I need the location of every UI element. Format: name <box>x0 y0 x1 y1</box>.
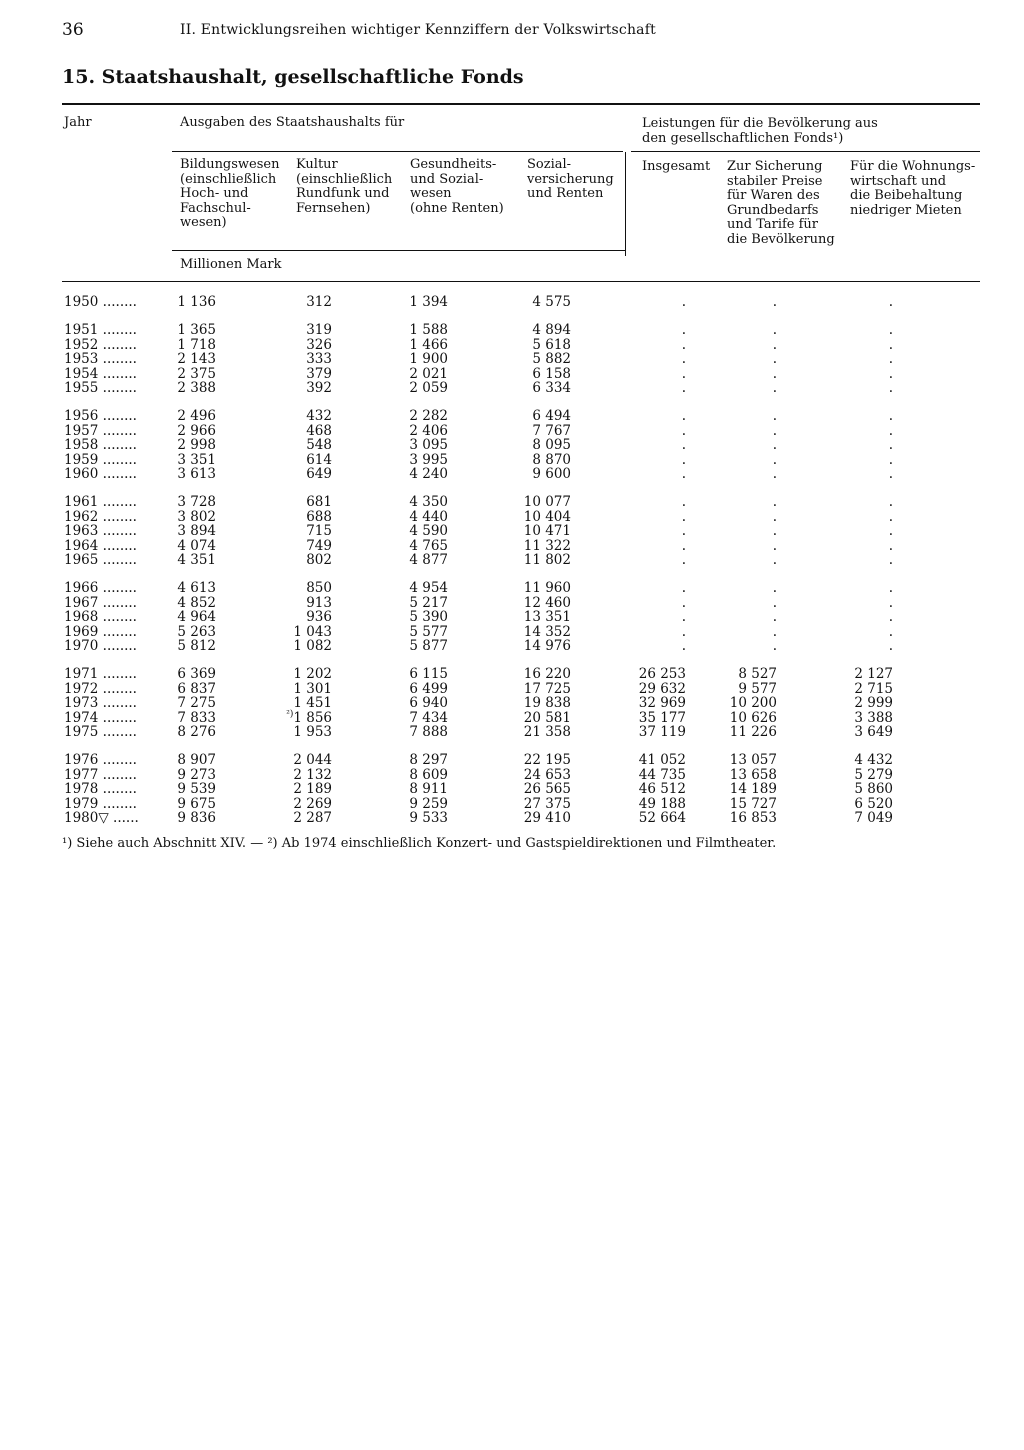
value-cell: 52 664 <box>638 810 686 826</box>
value-cell: 20 581 <box>523 709 571 726</box>
value-cell: 24 653 <box>523 766 571 783</box>
value-cell: 10 200 <box>729 695 777 712</box>
value-cell: . <box>772 322 777 339</box>
value-cell: 5 877 <box>409 638 448 654</box>
value-cell: . <box>888 422 893 439</box>
year-cell: 1973 ........ <box>64 695 137 712</box>
value-cell: 379 <box>306 365 332 382</box>
value-cell: 4 351 <box>177 552 216 568</box>
table-row <box>0 510 1024 525</box>
value-cell: 3 802 <box>177 508 216 525</box>
year-cell: 1970 ........ <box>64 638 137 654</box>
value-cell: 9 600 <box>532 466 571 482</box>
year-cell: 1951 ........ <box>64 322 137 339</box>
value-cell: . <box>681 380 686 396</box>
value-cell: . <box>888 466 893 482</box>
value-cell: . <box>772 451 777 468</box>
value-cell: 7 888 <box>409 724 448 740</box>
value-cell: 3 894 <box>177 523 216 540</box>
value-cell: 37 119 <box>638 724 686 740</box>
value-cell: 5 279 <box>854 766 893 783</box>
year-cell: 1955 ........ <box>64 380 137 396</box>
value-cell: 6 334 <box>532 380 571 396</box>
value-cell: 1 953 <box>293 724 332 740</box>
value-cell: 2 998 <box>177 437 216 454</box>
value-cell: . <box>888 451 893 468</box>
value-cell: . <box>772 437 777 454</box>
value-cell: . <box>681 537 686 554</box>
value-cell: 27 375 <box>523 795 571 812</box>
year-cell: 1952 ........ <box>64 336 137 353</box>
group-header-ausgaben: Ausgaben des Staatshaushalts für <box>180 115 405 130</box>
value-cell: 4 877 <box>409 552 448 568</box>
value-cell: . <box>888 552 893 568</box>
value-cell: 4 350 <box>409 494 448 511</box>
value-cell: 13 351 <box>523 609 571 626</box>
table-row <box>0 625 1024 640</box>
value-cell: 3 613 <box>177 466 216 482</box>
value-cell: 8 095 <box>532 437 571 454</box>
table-row <box>0 539 1024 554</box>
value-cell: . <box>681 336 686 353</box>
table-row <box>0 338 1024 353</box>
divider-before-leistungen <box>625 152 626 256</box>
value-cell: 2 132 <box>293 766 332 783</box>
value-cell: 1 043 <box>293 623 332 640</box>
value-cell: 9 577 <box>738 680 777 697</box>
value-cell: 9 533 <box>409 810 448 826</box>
value-cell: 749 <box>306 537 332 554</box>
column-header-insgesamt: Insgesamt <box>642 159 711 174</box>
value-cell: 688 <box>306 508 332 525</box>
value-cell: 14 352 <box>523 623 571 640</box>
table-row <box>0 381 1024 396</box>
value-cell: 8 527 <box>738 666 777 683</box>
value-cell: 13 658 <box>729 766 777 783</box>
value-cell: 4 440 <box>409 508 448 525</box>
value-cell: 22 195 <box>523 752 571 769</box>
value-cell: 9 539 <box>177 781 216 798</box>
value-cell: 850 <box>306 580 332 597</box>
value-cell: . <box>888 336 893 353</box>
value-cell: 17 725 <box>523 680 571 697</box>
year-cell: 1976 ........ <box>64 752 137 769</box>
value-cell: . <box>681 365 686 382</box>
value-cell: 5 263 <box>177 623 216 640</box>
value-cell: 10 471 <box>523 523 571 540</box>
value-cell: 7 275 <box>177 695 216 712</box>
value-cell: 9 836 <box>177 810 216 826</box>
value-cell: 6 369 <box>177 666 216 683</box>
value-cell: 1 202 <box>293 666 332 683</box>
value-cell: 681 <box>306 494 332 511</box>
column-header-bildungswesen: Bildungswesen (einschließlich Hoch- und Fachschul- wesen) <box>180 157 280 230</box>
value-cell: 29 632 <box>638 680 686 697</box>
table-row <box>0 782 1024 797</box>
value-cell: 2 189 <box>293 781 332 798</box>
value-cell: 26 565 <box>523 781 571 798</box>
year-cell: 1964 ........ <box>64 537 137 554</box>
value-cell: 32 969 <box>638 695 686 712</box>
year-cell: 1977 ........ <box>64 766 137 783</box>
value-cell: . <box>772 408 777 425</box>
year-cell: 1971 ........ <box>64 666 137 683</box>
group-underline-ausgaben <box>172 151 623 152</box>
value-cell: 4 074 <box>177 537 216 554</box>
value-cell: . <box>681 638 686 654</box>
table-row <box>0 438 1024 453</box>
value-cell: 6 499 <box>409 680 448 697</box>
value-cell: 4 894 <box>532 322 571 339</box>
value-cell: . <box>681 494 686 511</box>
year-cell: 1968 ........ <box>64 609 137 626</box>
section-title: 15. Staatshaushalt, gesellschaftliche Fonds <box>62 66 524 88</box>
column-header-wohnung: Für die Wohnungs- wirtschaft und die Beibehaltung niedriger Mieten <box>850 159 976 218</box>
value-cell: 11 960 <box>523 580 571 597</box>
value-cell: 41 052 <box>638 752 686 769</box>
value-cell: 4 954 <box>409 580 448 597</box>
value-cell: . <box>681 523 686 540</box>
unit-label: Millionen Mark <box>180 257 282 272</box>
column-header-sozialversicherung: Sozial- versicherung und Renten <box>527 157 614 201</box>
year-cell: 1953 ........ <box>64 351 137 368</box>
value-cell: 2 282 <box>409 408 448 425</box>
value-cell: 11 802 <box>523 552 571 568</box>
value-cell: 614 <box>306 451 332 468</box>
value-cell: . <box>681 580 686 597</box>
value-cell: . <box>888 294 893 310</box>
value-cell: 29 410 <box>523 810 571 826</box>
value-cell: 312 <box>306 294 332 310</box>
value-cell: . <box>888 580 893 597</box>
value-cell: 333 <box>306 351 332 368</box>
value-cell: 3 728 <box>177 494 216 511</box>
year-cell: 1980▽ ...... <box>64 810 139 826</box>
value-cell: . <box>888 623 893 640</box>
value-cell: 10 626 <box>729 709 777 726</box>
table-row <box>0 524 1024 539</box>
value-cell: 1 900 <box>409 351 448 368</box>
year-header: Jahr <box>64 115 92 130</box>
value-cell: 1 588 <box>409 322 448 339</box>
year-cell: 1969 ........ <box>64 623 137 640</box>
year-cell: 1975 ........ <box>64 724 137 740</box>
value-cell: 14 189 <box>729 781 777 798</box>
value-cell: . <box>681 322 686 339</box>
year-cell: 1962 ........ <box>64 508 137 525</box>
value-cell: 936 <box>306 609 332 626</box>
value-cell: 11 226 <box>729 724 777 740</box>
year-cell: 1978 ........ <box>64 781 137 798</box>
value-cell: 8 870 <box>532 451 571 468</box>
value-cell: 46 512 <box>638 781 686 798</box>
value-cell: . <box>772 294 777 310</box>
value-cell: 392 <box>306 380 332 396</box>
value-cell: 468 <box>306 422 332 439</box>
value-cell: 8 276 <box>177 724 216 740</box>
value-cell: 3 388 <box>854 709 893 726</box>
table-row <box>0 639 1024 654</box>
table-row <box>0 495 1024 510</box>
value-cell: . <box>772 351 777 368</box>
value-cell: 4 590 <box>409 523 448 540</box>
value-cell: 5 860 <box>854 781 893 798</box>
value-cell: . <box>888 437 893 454</box>
value-cell: 13 057 <box>729 752 777 769</box>
value-cell: 5 812 <box>177 638 216 654</box>
value-cell: 2 496 <box>177 408 216 425</box>
value-cell: 432 <box>306 408 332 425</box>
value-cell: 14 976 <box>523 638 571 654</box>
value-cell: . <box>888 365 893 382</box>
value-cell: 10 077 <box>523 494 571 511</box>
table-row <box>0 367 1024 382</box>
value-cell: . <box>772 380 777 396</box>
value-cell: 8 297 <box>409 752 448 769</box>
value-cell: 12 460 <box>523 594 571 611</box>
value-cell: 3 649 <box>854 724 893 740</box>
value-cell: 5 390 <box>409 609 448 626</box>
value-cell: . <box>681 623 686 640</box>
value-cell: 6 940 <box>409 695 448 712</box>
value-cell: . <box>772 638 777 654</box>
value-cell: 6 520 <box>854 795 893 812</box>
value-text: 1 856 <box>293 709 332 726</box>
column-header-gesundheit: Gesundheits- und Sozial- wesen (ohne Renten) <box>410 157 504 216</box>
table-row <box>0 323 1024 338</box>
value-cell: 2 966 <box>177 422 216 439</box>
table-row <box>0 725 1024 740</box>
value-cell: 548 <box>306 437 332 454</box>
year-cell: 1967 ........ <box>64 594 137 611</box>
value-cell: 6 115 <box>409 666 448 683</box>
value-cell: 35 177 <box>638 709 686 726</box>
value-cell: 2 269 <box>293 795 332 812</box>
value-cell: 2 375 <box>177 365 216 382</box>
value-cell: 49 188 <box>638 795 686 812</box>
value-cell: . <box>772 609 777 626</box>
value-cell: 2 715 <box>854 680 893 697</box>
value-cell: 2 127 <box>854 666 893 683</box>
value-cell: 4 240 <box>409 466 448 482</box>
footnote-marker: ²) <box>286 709 294 720</box>
year-cell: 1963 ........ <box>64 523 137 540</box>
value-cell: . <box>888 322 893 339</box>
value-cell: 2 406 <box>409 422 448 439</box>
running-head: II. Entwicklungsreihen wichtiger Kennziffern der Volkswirtschaft <box>180 22 656 38</box>
value-cell: 5 618 <box>532 336 571 353</box>
value-cell: 4 852 <box>177 594 216 611</box>
value-cell: . <box>772 537 777 554</box>
value-cell: 11 322 <box>523 537 571 554</box>
value-cell: 44 735 <box>638 766 686 783</box>
table-row <box>0 553 1024 568</box>
header-bottom-rule <box>62 281 980 282</box>
value-cell: 3 351 <box>177 451 216 468</box>
value-cell: 1 394 <box>409 294 448 310</box>
value-cell: . <box>772 623 777 640</box>
value-cell: . <box>888 523 893 540</box>
value-cell: 2 143 <box>177 351 216 368</box>
value-cell: . <box>681 351 686 368</box>
year-cell: 1979 ........ <box>64 795 137 812</box>
value-cell: 26 253 <box>638 666 686 683</box>
value-cell: . <box>888 638 893 654</box>
year-cell: 1959 ........ <box>64 451 137 468</box>
top-rule <box>62 103 980 105</box>
value-cell: . <box>681 437 686 454</box>
value-cell: 10 404 <box>523 508 571 525</box>
year-cell: 1950 ........ <box>64 294 137 310</box>
value-cell: 1 451 <box>293 695 332 712</box>
table-row <box>0 424 1024 439</box>
year-cell: 1965 ........ <box>64 552 137 568</box>
value-cell: . <box>772 594 777 611</box>
year-cell: 1954 ........ <box>64 365 137 382</box>
value-cell: 2 388 <box>177 380 216 396</box>
value-cell: . <box>772 552 777 568</box>
value-cell: . <box>772 336 777 353</box>
year-cell: 1957 ........ <box>64 422 137 439</box>
value-cell: 21 358 <box>523 724 571 740</box>
value-cell: 1 718 <box>177 336 216 353</box>
value-cell: 7 049 <box>854 810 893 826</box>
value-cell: 9 675 <box>177 795 216 812</box>
value-cell: 4 964 <box>177 609 216 626</box>
value-cell: 2 287 <box>293 810 332 826</box>
year-cell: 1966 ........ <box>64 580 137 597</box>
value-cell: 19 838 <box>523 695 571 712</box>
value-cell: . <box>772 466 777 482</box>
value-cell: 6 837 <box>177 680 216 697</box>
year-cell: 1972 ........ <box>64 680 137 697</box>
value-cell: 7 767 <box>532 422 571 439</box>
value-cell: 913 <box>306 594 332 611</box>
value-cell: . <box>772 365 777 382</box>
value-cell: . <box>772 494 777 511</box>
value-cell: 6 158 <box>532 365 571 382</box>
value-cell: 1 466 <box>409 336 448 353</box>
group-header-leistungen: Leistungen für die Bevölkerung aus den gesellschaftlichen Fonds¹) <box>642 116 878 146</box>
value-cell: 802 <box>306 552 332 568</box>
column-header-preise: Zur Sicherung stabiler Preise für Waren des Grundbedarfs und Tarife für die Bevölkerung <box>727 159 835 247</box>
year-cell: 1958 ........ <box>64 437 137 454</box>
value-cell: 8 609 <box>409 766 448 783</box>
value-cell: . <box>888 609 893 626</box>
value-cell: . <box>888 594 893 611</box>
year-cell: 1956 ........ <box>64 408 137 425</box>
value-cell: 16 853 <box>729 810 777 826</box>
value-cell: 649 <box>306 466 332 482</box>
value-cell: . <box>772 580 777 597</box>
value-cell: 6 494 <box>532 408 571 425</box>
unit-underline <box>172 250 625 251</box>
value-cell: . <box>888 537 893 554</box>
value-cell: 326 <box>306 336 332 353</box>
value-cell: 1 301 <box>293 680 332 697</box>
value-cell: . <box>888 494 893 511</box>
value-cell: 9 259 <box>409 795 448 812</box>
year-cell: 1961 ........ <box>64 494 137 511</box>
value-cell: . <box>681 294 686 310</box>
value-cell: 2 044 <box>293 752 332 769</box>
table-row <box>0 409 1024 424</box>
value-cell: . <box>681 422 686 439</box>
value-cell: 319 <box>306 322 332 339</box>
value-cell: . <box>772 523 777 540</box>
value-cell: 5 882 <box>532 351 571 368</box>
value-cell: . <box>888 408 893 425</box>
value-cell: . <box>681 594 686 611</box>
value-cell: . <box>681 466 686 482</box>
value-cell: . <box>681 408 686 425</box>
footnotes: ¹) Siehe auch Abschnitt XIV. — ²) Ab 1974 einschließlich Konzert- und Gastspieldirektionen und Filmtheater. <box>62 836 777 851</box>
table-row <box>0 610 1024 625</box>
value-cell: 2 999 <box>854 695 893 712</box>
value-cell: . <box>681 508 686 525</box>
value-cell: 4 765 <box>409 537 448 554</box>
value-cell: 1 136 <box>177 294 216 310</box>
table-row <box>0 596 1024 611</box>
value-cell: . <box>888 380 893 396</box>
table-row <box>0 467 1024 482</box>
value-cell: 4 432 <box>854 752 893 769</box>
value-cell: 1 365 <box>177 322 216 339</box>
year-cell: 1974 ........ <box>64 709 137 726</box>
value-cell: 16 220 <box>523 666 571 683</box>
value-cell: . <box>681 552 686 568</box>
value-cell: 7 434 <box>409 709 448 726</box>
value-cell: 5 217 <box>409 594 448 611</box>
value-cell: . <box>772 422 777 439</box>
value-cell: 1 082 <box>293 638 332 654</box>
table-row <box>0 581 1024 596</box>
value-cell: 2 021 <box>409 365 448 382</box>
value-cell: 4 575 <box>532 294 571 310</box>
table-row <box>0 811 1024 826</box>
value-cell: . <box>888 508 893 525</box>
value-cell: 3 995 <box>409 451 448 468</box>
value-cell: 8 911 <box>409 781 448 798</box>
value-cell: 9 273 <box>177 766 216 783</box>
value-cell: 3 095 <box>409 437 448 454</box>
group-underline-leistungen <box>631 151 980 152</box>
value-cell: 2 059 <box>409 380 448 396</box>
value-cell: 5 577 <box>409 623 448 640</box>
table-row <box>0 453 1024 468</box>
value-cell: . <box>772 508 777 525</box>
table-row <box>0 696 1024 711</box>
value-cell: 8 907 <box>177 752 216 769</box>
value-cell: . <box>681 609 686 626</box>
year-cell: 1960 ........ <box>64 466 137 482</box>
value-cell: 4 613 <box>177 580 216 597</box>
table-row <box>0 352 1024 367</box>
value-cell: 715 <box>306 523 332 540</box>
value-cell: 7 833 <box>177 709 216 726</box>
value-cell: 15 727 <box>729 795 777 812</box>
table-row <box>0 295 1024 310</box>
column-header-kultur: Kultur (einschließlich Rundfunk und Fernsehen) <box>296 157 393 216</box>
value-cell: . <box>681 451 686 468</box>
value-cell: . <box>888 351 893 368</box>
page-number: 36 <box>62 20 84 40</box>
